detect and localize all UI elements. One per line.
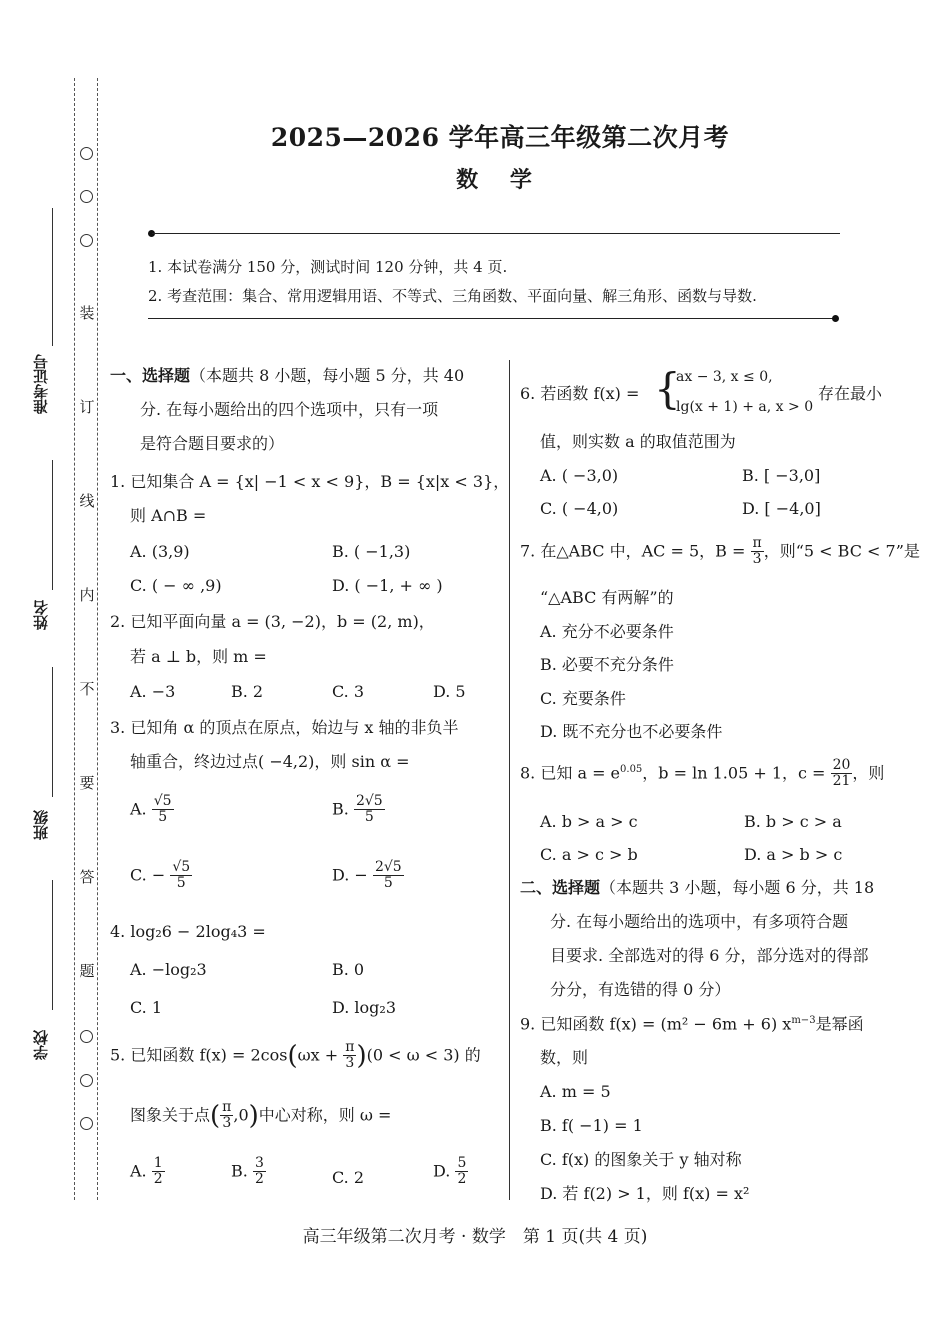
q6-case1: ax − 3, x ≤ 0, <box>676 369 773 385</box>
q8-option-c[interactable]: C. a > c > b <box>540 845 638 864</box>
q8-stem-a: 8. 已知 a = e <box>520 763 621 783</box>
q5-option-a[interactable] <box>130 1156 165 1188</box>
q1-option-c[interactable]: C. ( − ∞ ,9) <box>130 576 222 595</box>
seal-char: 答 <box>79 868 95 886</box>
q5-b-fraction <box>253 1156 266 1188</box>
q5-point-fraction <box>220 1100 233 1132</box>
q4-option-d[interactable]: D. log₂3 <box>332 998 397 1017</box>
q3-c-den: 5 <box>176 875 186 892</box>
q6-stem-b: 存在最小 <box>818 384 883 403</box>
binding-hole-icon <box>80 1074 93 1087</box>
q7-stem-a: 7. 在△ABC 中，AC = 5，B = <box>520 541 746 561</box>
seal-char: 内 <box>79 586 95 604</box>
q1-option-a[interactable]: A. (3,9) <box>130 542 190 561</box>
seal-char: 线 <box>79 492 95 510</box>
q7-stem <box>520 536 920 568</box>
q5-a-den: 2 <box>153 1171 163 1188</box>
q4-stem: 4. log₂6 − 2log₄3 = <box>110 922 266 941</box>
q5-point-three: 3 <box>222 1115 232 1132</box>
note-line: 2. 考查范围：集合、常用逻辑用语、不等式、三角函数、平面向量、解三角形、函数与导数. <box>148 287 757 305</box>
q5-stem2-c: 中心对称，则 ω = <box>258 1105 392 1125</box>
q3-stem: 3. 已知角 α 的顶点在原点，始边与 x 轴的非负半 <box>110 718 459 737</box>
name-label: 姓名 <box>32 600 50 630</box>
q6-option-a[interactable]: A. ( −3,0) <box>540 466 619 485</box>
top-rule <box>152 233 840 234</box>
section2-desc-line: 目要求. 全部选对的得 6 分，部分选对的得部 <box>550 946 869 965</box>
q9-option-b[interactable]: B. f( −1) = 1 <box>540 1116 643 1135</box>
q9-stem-b: 是幂函 <box>815 1014 864 1034</box>
q5-point-pi: π <box>222 1099 232 1115</box>
q6-case2: lg(x + 1) + a, x > 0 <box>676 399 814 415</box>
binding-hole-icon <box>80 234 93 247</box>
q5-b-num: 3 <box>254 1155 264 1171</box>
q4-option-a[interactable]: A. −log₂3 <box>130 960 207 979</box>
q7-pi-over-3 <box>751 536 764 568</box>
exam-title: 2025—2026 学年高三年级第二次月考 <box>270 123 730 152</box>
q2-option-c[interactable]: C. 3 <box>332 682 365 701</box>
q1-option-b[interactable]: B. ( −1,3) <box>332 542 411 561</box>
exam-number-line[interactable] <box>52 208 53 346</box>
section1-desc-line: 是符合题目要求的） <box>140 434 285 453</box>
q5-stem: 5. 已知函数 f(x) = 2cos(ωx + $\frac{\pi}{3}$ )(0 < ω < 3) 的 <box>110 1039 481 1072</box>
q7-pi: π <box>752 535 762 551</box>
q9-option-c[interactable]: C. f(x) 的图象关于 y 轴对称 <box>540 1150 742 1169</box>
q6-stem: 6. 若函数 f(x) = <box>520 384 640 403</box>
subject-title: 数 学 <box>456 167 544 193</box>
q5-d-den: 2 <box>457 1171 467 1188</box>
section2-desc-line: 分分，有选错的得 0 分） <box>550 980 731 999</box>
seal-char: 题 <box>79 962 95 980</box>
q3-b-label: B. <box>332 799 349 819</box>
q5-stem2-a: 图象关于点 <box>130 1105 211 1125</box>
q5-pi-over-3 <box>343 1040 356 1072</box>
q3-b-den: 5 <box>364 809 374 826</box>
q4-option-b[interactable]: B. 0 <box>332 960 365 979</box>
q2-stem2: 若 a ⊥ b，则 m = <box>130 647 267 666</box>
section2-heading: 二、选择题 <box>520 878 601 897</box>
q9-exponent: m−3 <box>791 1015 816 1026</box>
q8-den: 21 <box>832 773 851 790</box>
q3-stem2: 轴重合，终边过点( −4,2)，则 sin α = <box>130 752 410 771</box>
binding-dash-line <box>74 78 75 1200</box>
binding-hole-icon <box>80 190 93 203</box>
q5-stem2: 图象关于点( $\frac{\pi}{3}$ ,0)中心对称，则 ω = <box>130 1099 392 1132</box>
seal-char: 不 <box>79 680 95 698</box>
q1-option-d[interactable]: D. ( −1, + ∞ ) <box>332 576 443 595</box>
q3-c-label: C. − <box>130 865 166 885</box>
q5-b-label: B. <box>231 1161 248 1181</box>
q8-num: 20 <box>832 757 851 773</box>
section1-heading-line <box>110 368 464 384</box>
q9-option-a[interactable]: A. m = 5 <box>540 1082 611 1101</box>
q5-stem-b: ωx + <box>297 1045 339 1065</box>
q3-d-fraction <box>373 860 404 892</box>
section1-desc-line: 分. 在每小题给出的四个选项中，只有一项 <box>140 400 439 419</box>
q3-a-fraction <box>152 794 174 826</box>
q5-a-num: 1 <box>153 1155 163 1171</box>
seal-char: 要 <box>79 774 95 792</box>
q8-exponent: 0.05 <box>620 764 643 776</box>
q2-option-a[interactable]: A. −3 <box>130 682 176 701</box>
q5-stem-a: 5. 已知函数 f(x) = 2cos <box>110 1045 288 1065</box>
piecewise-brace: { <box>654 364 681 413</box>
q7-option-d[interactable]: D. 既不充分也不必要条件 <box>540 722 723 741</box>
q7-stem2: “△ABC 有两解”的 <box>540 588 674 607</box>
binding-dash-line <box>97 78 98 1200</box>
q3-d-num: 2√5 <box>374 859 402 875</box>
q3-b-fraction <box>354 794 385 826</box>
q3-c-fraction <box>170 860 192 892</box>
q3-a-den: 5 <box>158 809 168 826</box>
q5-d-label: D. <box>433 1161 451 1181</box>
q6-option-d[interactable]: D. [ −4,0] <box>742 499 821 518</box>
q8-option-a[interactable]: A. b > a > c <box>540 812 638 831</box>
q3-a-num: √5 <box>153 793 172 809</box>
q8-option-b[interactable]: B. b > c > a <box>744 812 842 831</box>
q5-stem-c: (0 < ω < 3) 的 <box>366 1045 481 1065</box>
section1-heading: 一、选择题 <box>110 366 191 385</box>
q1-stem2: 则 A∩B = <box>130 506 207 525</box>
q6-stem2: 值，则实数 a 的取值范围为 <box>540 432 736 451</box>
q5-three: 3 <box>345 1055 355 1072</box>
q3-option-c[interactable] <box>130 860 192 892</box>
school-label: 学校 <box>32 1030 50 1060</box>
q3-option-d[interactable] <box>332 860 404 892</box>
q5-d-fraction <box>455 1156 468 1188</box>
page-footer: 高三年级第二次月考 · 数学 第 1 页(共 4 页) <box>302 1227 648 1247</box>
q6-option-c[interactable]: C. ( −4,0) <box>540 499 619 518</box>
q8-stem <box>520 758 884 790</box>
section2-desc: （本题共 3 小题，每小题 6 分，共 18 <box>600 878 875 897</box>
class-label: 班级 <box>32 810 50 840</box>
q9-stem <box>520 1016 864 1032</box>
q5-stem2-b: ,0 <box>233 1105 249 1125</box>
rule-dot-icon <box>832 315 839 322</box>
q5-option-d[interactable] <box>433 1156 468 1188</box>
q5-b-den: 2 <box>254 1171 264 1188</box>
q8-c-fraction <box>831 758 853 790</box>
school-line[interactable] <box>52 880 53 1010</box>
q5-option-c[interactable]: C. 2 <box>332 1168 365 1187</box>
q2-stem: 2. 已知平面向量 a = (3, −2)，b = (2, m)， <box>110 612 435 631</box>
q3-c-num: √5 <box>172 859 191 875</box>
q7-three: 3 <box>752 551 762 568</box>
q3-b-num: 2√5 <box>355 793 383 809</box>
name-line[interactable] <box>52 460 53 590</box>
binding-hole-icon <box>80 147 93 160</box>
q9-stem2: 数，则 <box>540 1048 589 1067</box>
q5-a-fraction <box>152 1156 165 1188</box>
q7-stem-b: ，则“5 < BC < 7”是 <box>763 541 920 561</box>
q8-option-d[interactable]: D. a > b > c <box>744 845 843 864</box>
q5-a-label: A. <box>130 1161 147 1181</box>
seal-char: 订 <box>79 398 95 416</box>
q3-option-b[interactable] <box>332 794 385 826</box>
binding-hole-icon <box>80 1030 93 1043</box>
q4-option-c[interactable]: C. 1 <box>130 998 163 1017</box>
bottom-rule <box>148 318 836 319</box>
q8-stem-b: ，b = ln 1.05 + 1，c = <box>642 763 826 783</box>
section1-desc: （本题共 8 小题，每小题 5 分，共 40 <box>190 366 465 385</box>
seal-char: 装 <box>79 304 95 322</box>
section2-heading-line <box>520 880 874 896</box>
q1-stem: 1. 已知集合 A = {x| −1 < x < 9}，B = {x|x < 3}， <box>110 472 510 491</box>
binding-hole-icon <box>80 1117 93 1130</box>
q9-stem-a: 9. 已知函数 f(x) = (m² − 6m + 6) x <box>520 1014 792 1034</box>
q2-option-d[interactable]: D. 5 <box>433 682 466 701</box>
q7-option-c[interactable]: C. 充要条件 <box>540 689 626 708</box>
note-line: 1. 本试卷满分 150 分，测试时间 120 分钟，共 4 页. <box>148 258 508 276</box>
q7-option-b[interactable]: B. 必要不充分条件 <box>540 655 674 674</box>
class-line[interactable] <box>52 667 53 797</box>
q7-option-a[interactable]: A. 充分不必要条件 <box>540 622 674 641</box>
q3-a-label: A. <box>130 799 147 819</box>
q5-d-num: 5 <box>457 1155 467 1171</box>
exam-number-label: 准考证号 <box>32 354 50 414</box>
q2-option-b[interactable]: B. 2 <box>231 682 264 701</box>
q6-option-b[interactable]: B. [ −3,0] <box>742 466 821 485</box>
q3-d-den: 5 <box>383 875 393 892</box>
q8-stem-c: ，则 <box>852 763 885 783</box>
q5-pi: π <box>345 1039 355 1055</box>
q3-d-label: D. − <box>332 865 368 885</box>
q9-option-d[interactable]: D. 若 f(2) > 1，则 f(x) = x² <box>540 1184 750 1203</box>
section2-desc-line: 分. 在每小题给出的选项中，有多项符合题 <box>550 912 849 931</box>
q5-option-b[interactable] <box>231 1156 266 1188</box>
q3-option-a[interactable] <box>130 794 174 826</box>
